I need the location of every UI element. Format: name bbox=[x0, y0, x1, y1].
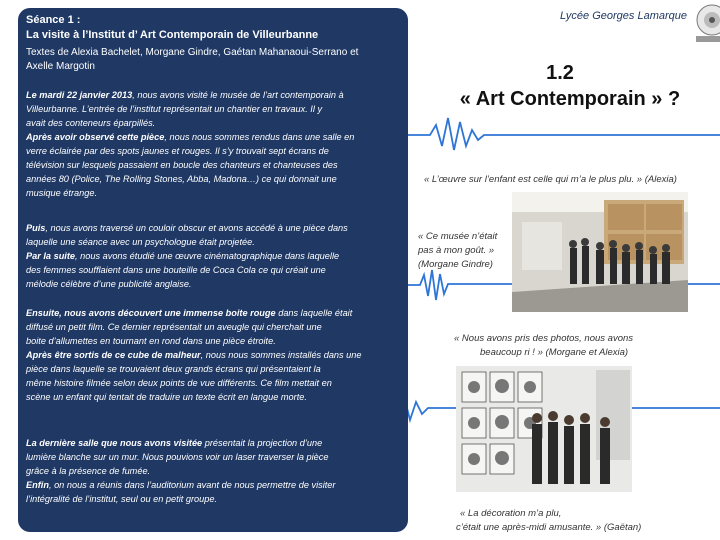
p2-text: , nous avons étudié une œuvre cinématographique dans laquelle bbox=[75, 251, 340, 261]
quote-gaetan-line1: « La décoration m’a plu, bbox=[460, 508, 562, 519]
p4-line bbox=[26, 464, 402, 478]
museum-room-photo bbox=[512, 192, 688, 312]
p1-line bbox=[26, 116, 402, 130]
p2-text: des femmes soufflaient dans une bouteille de Coca Cola ce qui créait une bbox=[26, 265, 326, 275]
p4-text: présentait la projection d’une bbox=[202, 438, 323, 448]
p2-text: mélodie célèbre d’une publicité anglaise. bbox=[26, 279, 192, 289]
quote-morgane-line1: « Ce musée n’était bbox=[418, 231, 498, 242]
section-number: 1.2 bbox=[546, 62, 574, 84]
p3-line bbox=[26, 390, 402, 404]
p1-text: avait des conteneurs éparpillés. bbox=[26, 118, 156, 128]
p2-line bbox=[26, 235, 402, 249]
p3-line bbox=[26, 306, 402, 320]
paragraph-1 bbox=[26, 88, 402, 200]
article-title-line2: La visite à l’Institut d’ Art Contemporain de Villeurbanne bbox=[26, 29, 319, 41]
p1-text: Villeurbanne. L’entrée de l’institut représentait un chantier en travaux. Il y bbox=[26, 104, 323, 114]
quote-alexia: « L’œuvre sur l’enfant est celle qui m’a le plus plu. » (Alexia) bbox=[424, 174, 677, 185]
p3-lead: Après être sortis de ce cube de malheur bbox=[26, 350, 201, 360]
p1-line bbox=[26, 130, 402, 144]
p1-line bbox=[26, 88, 402, 102]
p1-line bbox=[26, 102, 402, 116]
p3-text: , nous nous sommes installés dans une bbox=[200, 350, 362, 360]
p1-text: verre éclairée par des spots jaunes et rouges. Il s’y trouvait sept écrans de bbox=[26, 146, 329, 156]
p4-line bbox=[26, 450, 402, 464]
p3-line bbox=[26, 334, 402, 348]
p3-line bbox=[26, 320, 402, 334]
p3-text: pièce dans laquelle se trouvaient deux grands écrans qui présentaient la bbox=[26, 364, 321, 374]
p1-line bbox=[26, 144, 402, 158]
p3-lead: Ensuite, nous avons découvert une immense boite rouge bbox=[26, 308, 276, 318]
p3-line bbox=[26, 348, 402, 362]
p3-text: scène un enfant qui tentait de traduire un texte écrit en langue morte. bbox=[26, 392, 307, 402]
paragraph-3 bbox=[26, 306, 402, 404]
drawings-wall-photo bbox=[456, 366, 632, 492]
p1-line bbox=[26, 172, 402, 186]
p3-text: diffusé un petit film. Ce dernier représentait un aveugle qui cherchait une bbox=[26, 322, 322, 332]
p3-line bbox=[26, 376, 402, 390]
p4-text: , on nous a réunis dans l’auditorium avant de nous permettre de visiter bbox=[48, 480, 336, 490]
p4-line bbox=[26, 492, 402, 506]
p2-line bbox=[26, 221, 402, 235]
p2-text: laquelle une séance avec un psychologue était projetée. bbox=[26, 237, 255, 247]
paragraph-2 bbox=[26, 221, 402, 291]
section-title: « Art Contemporain » ? bbox=[459, 88, 681, 110]
p3-line bbox=[26, 362, 402, 376]
article-authors-line2: Axelle Margotin bbox=[26, 61, 95, 72]
article-title-line1: Séance 1 : bbox=[26, 14, 81, 26]
p1-line bbox=[26, 158, 402, 172]
quote-photos-line1: « Nous avons pris des photos, nous avons bbox=[454, 333, 634, 344]
p4-lead: La dernière salle que nous avons visitée bbox=[26, 438, 203, 448]
paragraph-4 bbox=[26, 436, 402, 506]
p1-text: , nous avons visité le musée de l’art contemporain à bbox=[132, 90, 344, 100]
wave-line-top bbox=[400, 118, 720, 150]
school-logo bbox=[690, 0, 720, 46]
p4-line bbox=[26, 436, 402, 450]
p4-text: l’intégralité de l’institut, seul ou en petit groupe. bbox=[26, 494, 218, 504]
p2-lead: Par la suite bbox=[26, 251, 76, 261]
article-authors-line1: Textes de Alexia Bachelet, Morgane Gindre, Gaétan Mahanaoui-Serrano et bbox=[26, 47, 359, 58]
school-name: Lycée Georges Lamarque bbox=[560, 10, 687, 22]
p3-text: boite d’allumettes en tournant en rond dans une pièce étroite. bbox=[26, 336, 276, 346]
p4-lead: Enfin bbox=[26, 480, 49, 490]
p3-text: dans laquelle était bbox=[275, 308, 353, 318]
quote-gaetan-line2: c’était une après-midi amusante. » (Gaëtan) bbox=[456, 522, 642, 533]
p2-text: , nous avons traversé un couloir obscur et avons accédé à une pièce dans bbox=[45, 223, 348, 233]
p1-text: , nous nous sommes rendus dans une salle en bbox=[164, 132, 355, 142]
p2-lead: Puis bbox=[26, 223, 46, 233]
p4-text: lumière blanche sur un mur. Nous pouvions voir un laser traverser la pièce bbox=[26, 452, 329, 462]
p1-text: années 80 (Police, The Rolling Stones, Abba, Madona…) ce qui donnait une bbox=[26, 174, 337, 184]
p1-lead: Le mardi 22 janvier 2013 bbox=[26, 90, 133, 100]
quote-morgane-line2: pas à mon goût. » bbox=[418, 245, 495, 256]
p1-lead: Après avoir observé cette pièce bbox=[26, 132, 165, 142]
p4-line bbox=[26, 478, 402, 492]
p2-line bbox=[26, 249, 402, 263]
article-panel bbox=[18, 8, 408, 532]
p1-text: musique étrange. bbox=[26, 188, 97, 198]
p1-text: télévision sur lesquels passaient en boucle des chanteurs et chanteuses des bbox=[26, 160, 338, 170]
p4-text: grâce à la présence de fumée. bbox=[26, 466, 151, 476]
quote-photos-line2: beaucoup ri ! » (Morgane et Alexia) bbox=[480, 347, 629, 358]
p1-line bbox=[26, 186, 402, 200]
quote-morgane-line3: (Morgane Gindre) bbox=[418, 259, 493, 270]
p2-line bbox=[26, 277, 402, 291]
p2-line bbox=[26, 263, 402, 277]
p3-text: même histoire filmée selon deux points de vue différents. Ce film mettait en bbox=[26, 378, 332, 388]
